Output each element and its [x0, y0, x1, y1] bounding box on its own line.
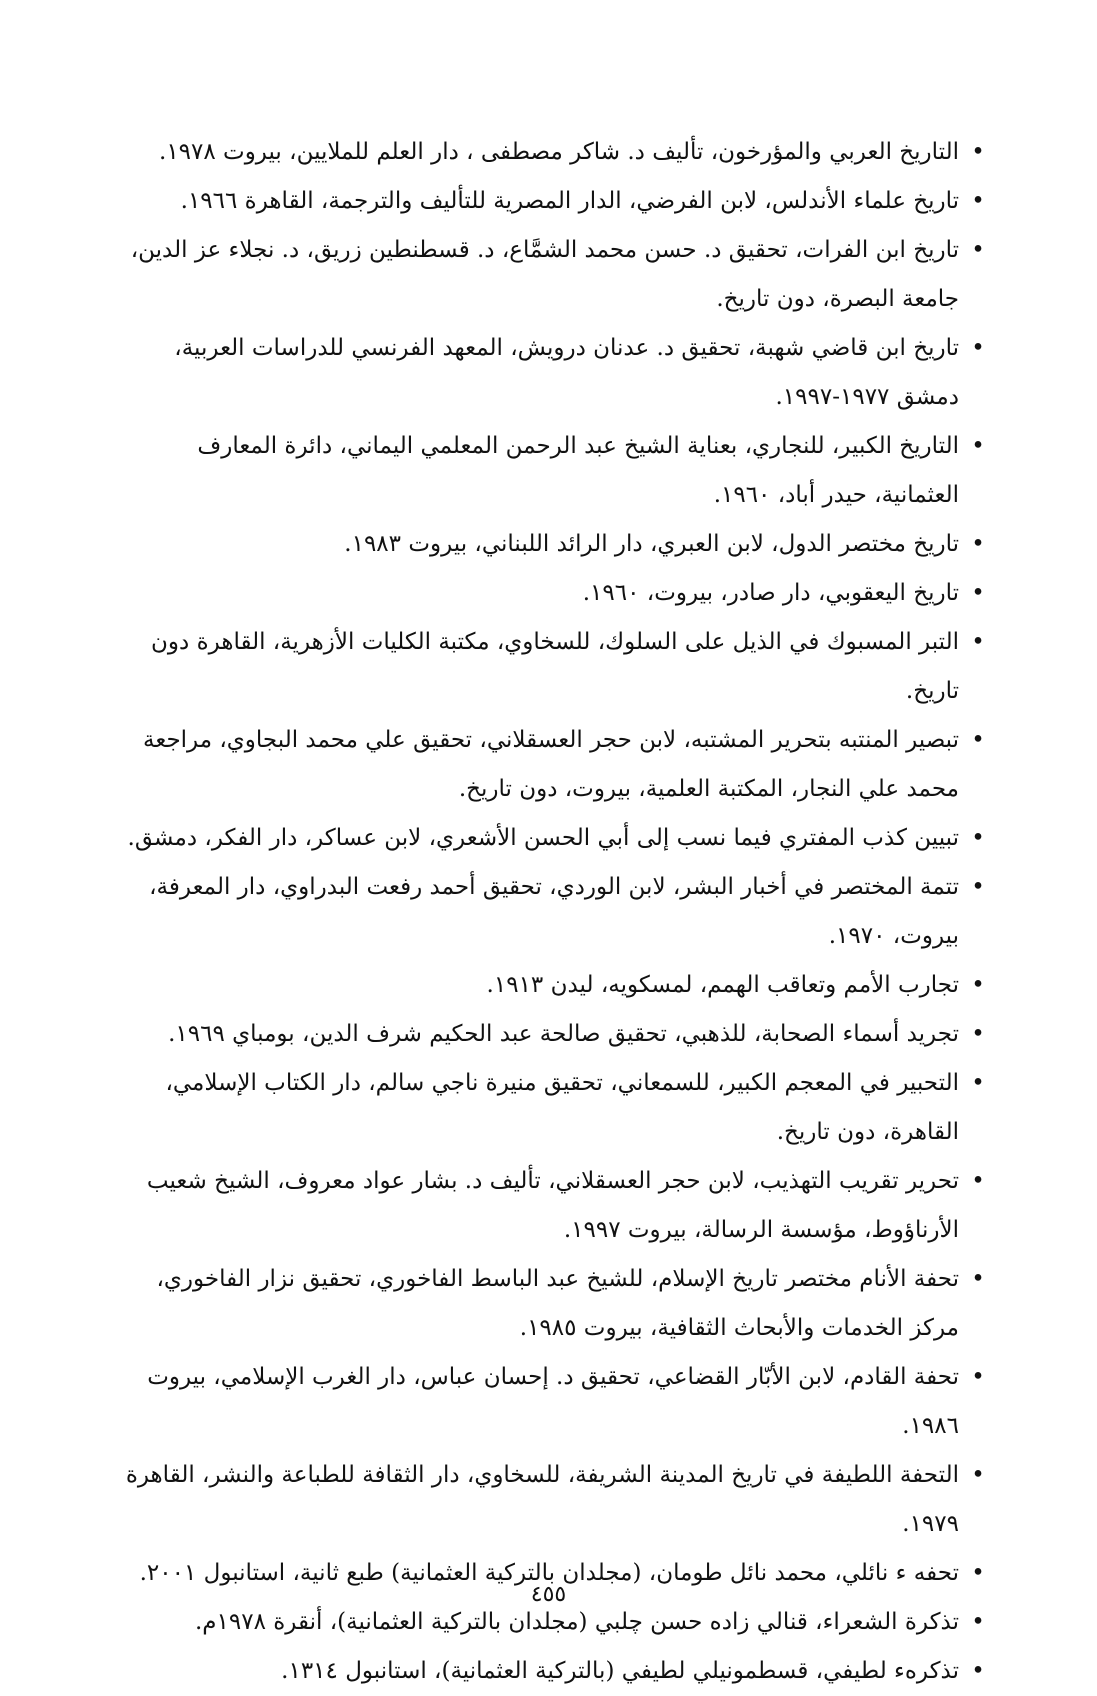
bibliography-entry: [109, 863, 987, 961]
bibliography-entry: [109, 814, 987, 863]
bibliography-entry: [109, 618, 987, 716]
bullet-icon: •: [971, 972, 985, 998]
bullet-icon: •: [971, 531, 985, 557]
bibliography-entry: [109, 1647, 987, 1696]
bibliography-list: [109, 128, 987, 1696]
bullet-icon: •: [971, 1070, 985, 1096]
bullet-icon: •: [971, 139, 985, 165]
entry-text: تحفه ء نائلي، محمد نائل طومان، (مجلدان بالتركية العثمانية) طبع ثانية، استانبول ٢٠٠١.: [139, 1560, 959, 1586]
entry-text: تاريخ ابن الفرات، تحقيق د. حسن محمد الشمَّاع، د. قسطنطين زريق، د. نجلاء عز الدين، جامعة البصرة، دون تاريخ.: [130, 237, 959, 312]
bibliography-entry: [109, 1255, 987, 1353]
entry-text: تذكرة الشعراء، قنالي زاده حسن چلبي (مجلدان بالتركية العثمانية)، أنقرة ١٩٧٨م.: [194, 1609, 959, 1635]
bullet-icon: •: [971, 335, 985, 361]
entry-text: تاريخ اليعقوبي، دار صادر، بيروت، ١٩٦٠.: [582, 580, 959, 606]
entry-text: تاريخ مختصر الدول، لابن العبري، دار الرائد اللبناني، بيروت ١٩٨٣.: [344, 531, 959, 557]
bibliography-entry: [109, 1451, 987, 1549]
bullet-icon: •: [971, 1462, 985, 1488]
bullet-icon: •: [971, 1168, 985, 1194]
bibliography-entry: [109, 961, 987, 1010]
bullet-icon: •: [971, 1560, 985, 1586]
bullet-icon: •: [971, 188, 985, 214]
entry-text: تحرير تقريب التهذيب، لابن حجر العسقلاني، تأليف د. بشار عواد معروف، الشيخ شعيب الأرناؤوط، مؤسسة الرسالة، بيروت ١٩٩٧.: [146, 1168, 959, 1243]
entry-text: تحفة الأنام مختصر تاريخ الإسلام، للشيخ عبد الباسط الفاخوري، تحقيق نزار الفاخوري، مركز الخدمات والأبحاث الثقافية، بيروت ١٩٨٥.: [156, 1266, 959, 1341]
entry-text: تتمة المختصر في أخبار البشر، لابن الوردي، تحقيق أحمد رفعت البدراوي، دار المعرفة، بيروت، ١٩٧٠.: [149, 874, 959, 949]
entry-text: تاريخ ابن قاضي شهبة، تحقيق د. عدنان درويش، المعهد الفرنسي للدراسات العربية، دمشق ١٩٧٧-١٩٩٧.: [174, 335, 959, 410]
entry-text: التبر المسبوك في الذيل على السلوك، للسخاوي، مكتبة الكليات الأزهرية، القاهرة دون تاريخ.: [151, 629, 959, 704]
page-number: ٤٥٥: [530, 1582, 567, 1607]
entry-text: التاريخ الكبير، للنجاري، بعناية الشيخ عبد الرحمن المعلمي اليماني، دائرة المعارف العثمانية، حيدر أباد، ١٩٦٠.: [197, 433, 959, 508]
bullet-icon: •: [971, 1364, 985, 1390]
entry-text: تجريد أسماء الصحابة، للذهبي، تحقيق صالحة عبد الحكيم شرف الدين، بومباي ١٩٦٩.: [168, 1021, 959, 1047]
entry-text: تحفة القادم، لابن الأبّار القضاعي، تحقيق د. إحسان عباس، دار الغرب الإسلامي، بيروت ١٩٨٦.: [147, 1364, 959, 1439]
bibliography-entry: [109, 1059, 987, 1157]
entry-text: التحفة اللطيفة في تاريخ المدينة الشريفة، للسخاوي، دار الثقافة للطباعة والنشر، القاهرة ١٩٧٩.: [125, 1462, 959, 1537]
entry-text: تذكرهء لطيفي، قسطمونيلي لطيفي (بالتركية العثمانية)، استانبول ١٣١٤.: [281, 1658, 959, 1684]
bibliography-entry: [109, 520, 987, 569]
entry-text: تبصير المنتبه بتحرير المشتبه، لابن حجر العسقلاني، تحقيق علي محمد البجاوي، مراجعة محمد علي النجار، المكتبة العلمية، بيروت، دون تاريخ.: [143, 727, 959, 802]
entry-text: تبيين كذب المفتري فيما نسب إلى أبي الحسن الأشعري، لابن عساكر، دار الفكر، دمشق.: [127, 825, 959, 851]
entry-text: تاريخ علماء الأندلس، لابن الفرضي، الدار المصرية للتأليف والترجمة، القاهرة ١٩٦٦.: [180, 188, 959, 214]
bibliography-entry: [109, 716, 987, 814]
bullet-icon: •: [971, 629, 985, 655]
bibliography-entry: [109, 1010, 987, 1059]
bibliography-entry: [109, 422, 987, 520]
bullet-icon: •: [971, 433, 985, 459]
bullet-icon: •: [971, 1266, 985, 1292]
bullet-icon: •: [971, 1609, 985, 1635]
bibliography-entry: [109, 324, 987, 422]
bullet-icon: •: [971, 1658, 985, 1684]
entry-text: التحبير في المعجم الكبير، للسمعاني، تحقيق منيرة ناجي سالم، دار الكتاب الإسلامي، القاهرة، دون تاريخ.: [165, 1070, 959, 1145]
bullet-icon: •: [971, 1021, 985, 1047]
bullet-icon: •: [971, 237, 985, 263]
bullet-icon: •: [971, 580, 985, 606]
bibliography-entry: [109, 1353, 987, 1451]
entry-text: تجارب الأمم وتعاقب الهمم، لمسكويه، ليدن ١٩١٣.: [486, 972, 959, 998]
bibliography-entry: [109, 177, 987, 226]
bullet-icon: •: [971, 727, 985, 753]
bibliography-entry: [109, 569, 987, 618]
bullet-icon: •: [971, 874, 985, 900]
entry-text: التاريخ العربي والمؤرخون، تأليف د. شاكر مصطفى ، دار العلم للملايين، بيروت ١٩٧٨.: [159, 139, 959, 165]
bullet-icon: •: [971, 825, 985, 851]
bibliography-entry: [109, 128, 987, 177]
bibliography-entry: [109, 226, 987, 324]
bibliography-entry: [109, 1157, 987, 1255]
